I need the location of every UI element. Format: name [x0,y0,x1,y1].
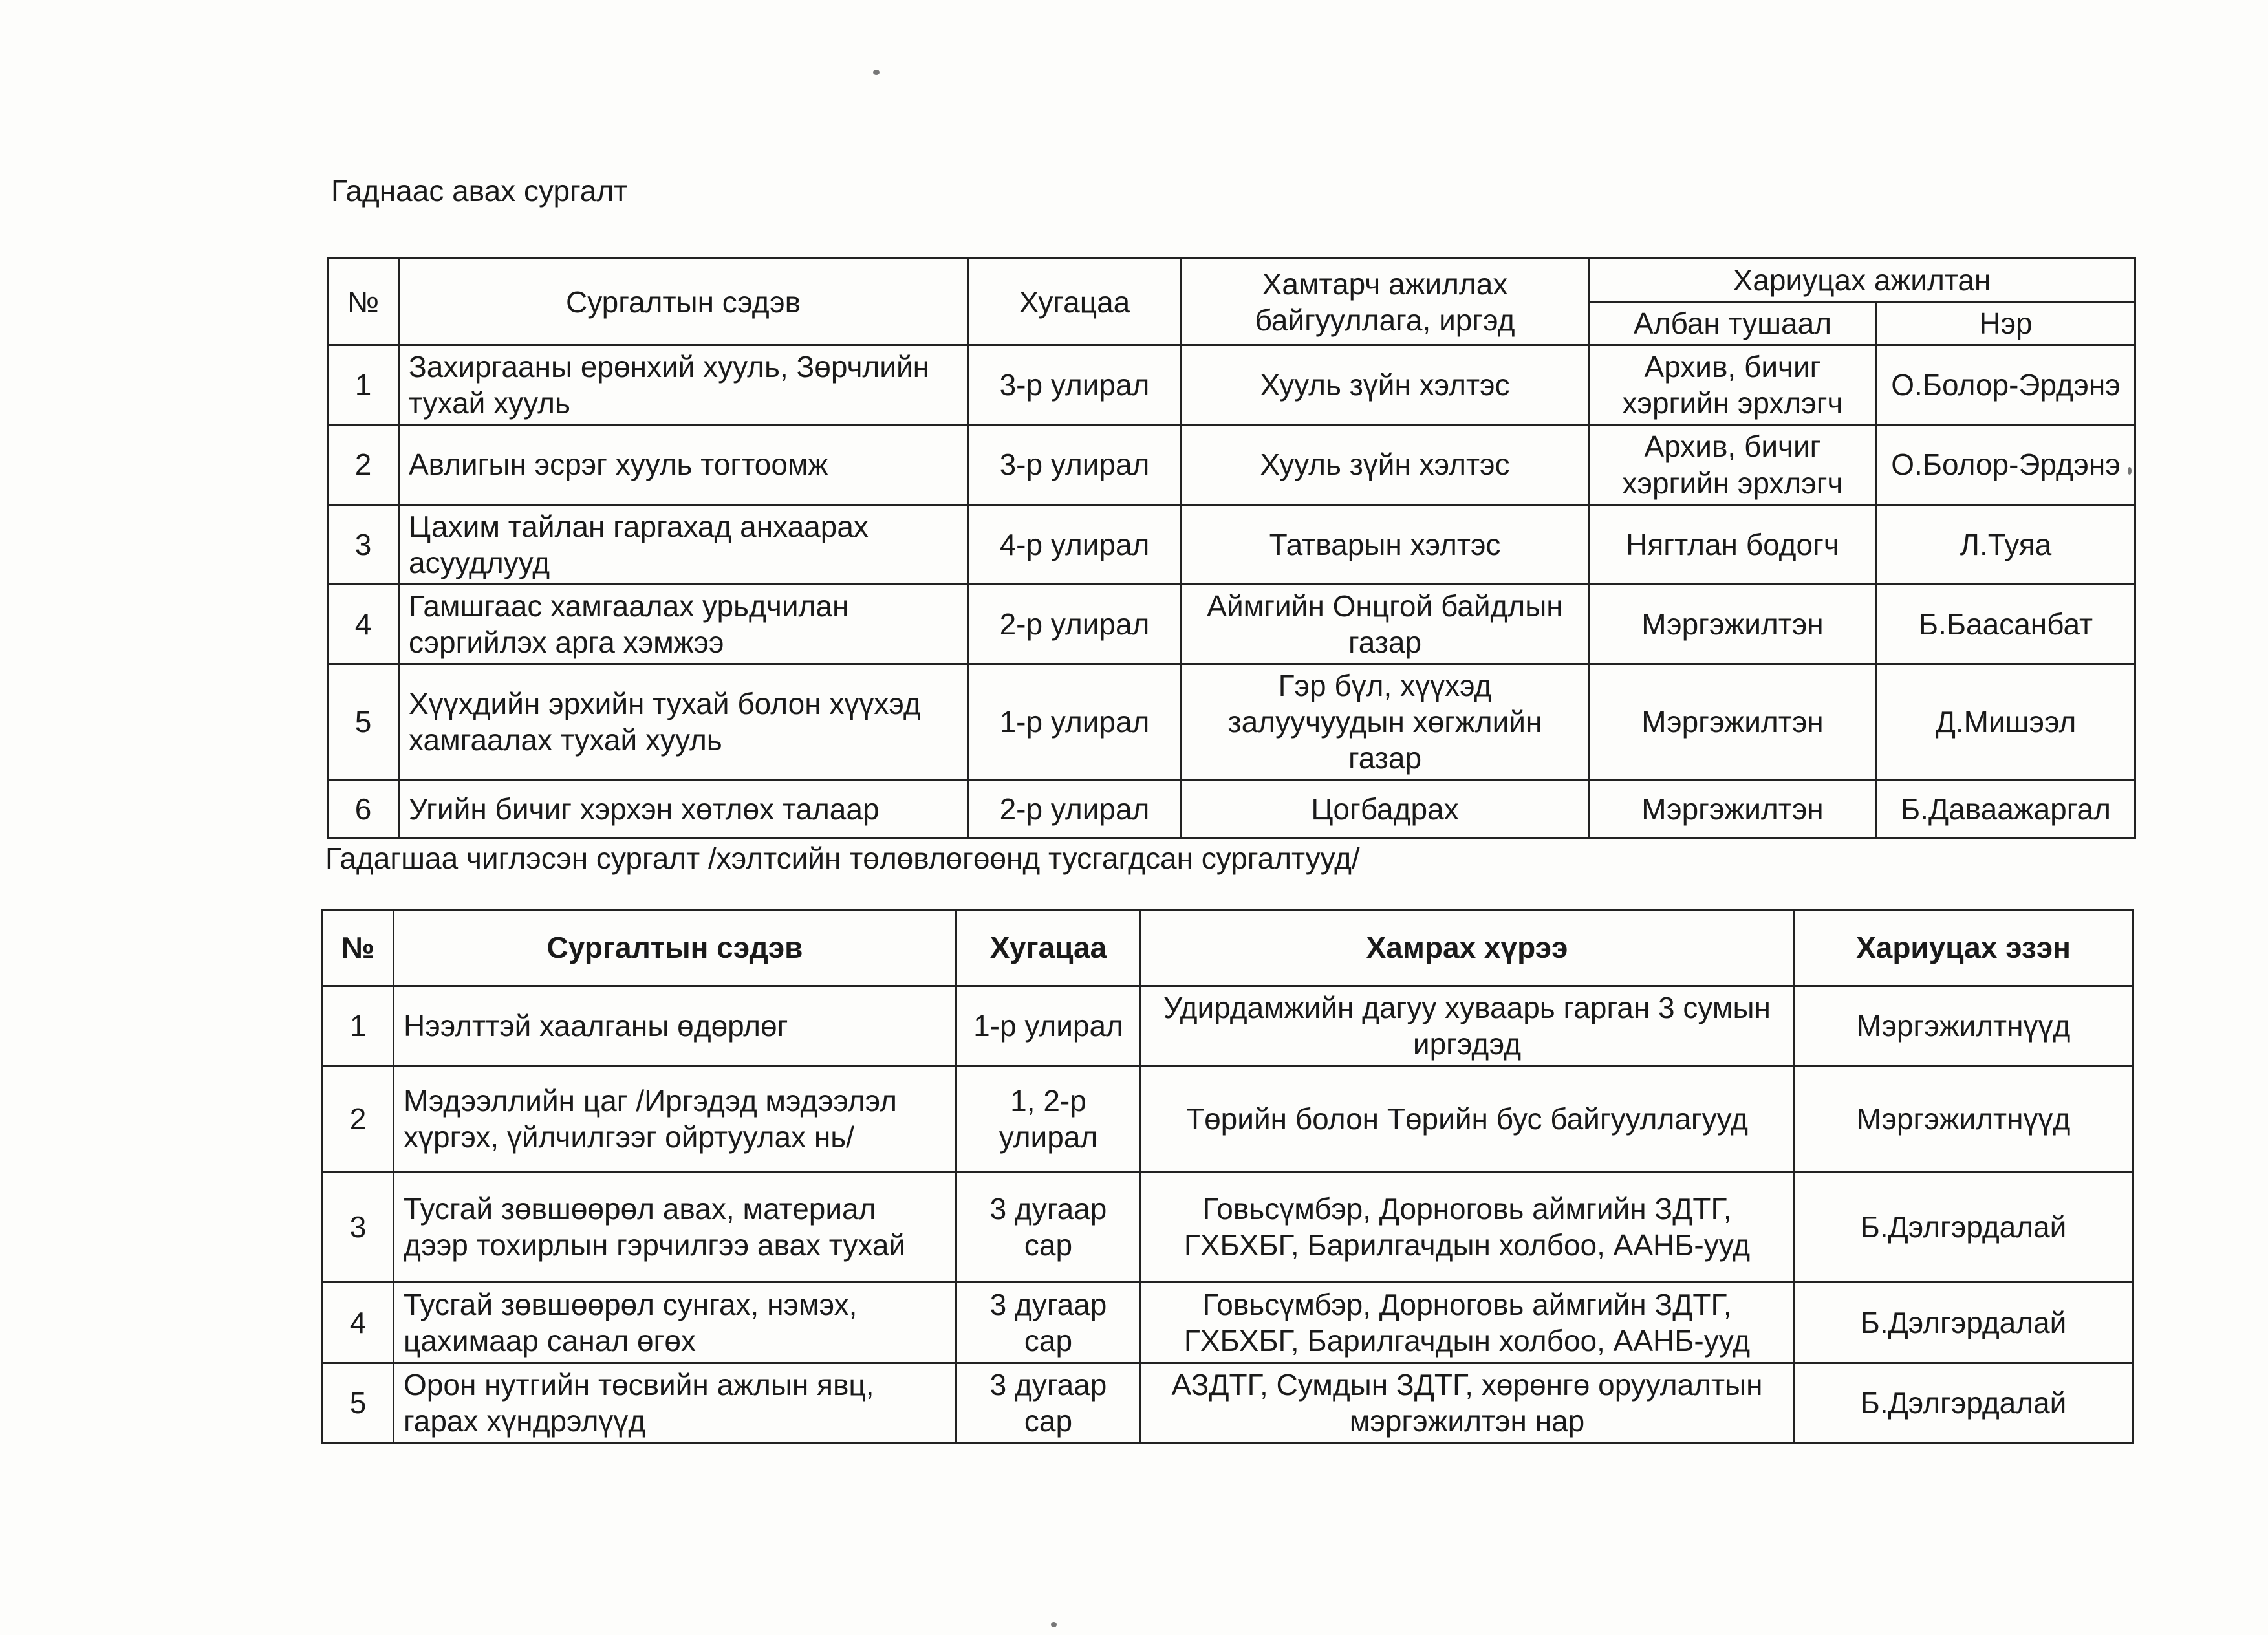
table-row [323,1066,2133,1172]
cell-name: О.Болор-Эрдэнэ [1877,425,2135,504]
cell-name: Л.Туяа [1877,504,2135,584]
col-header-scope: Хамрах хүрээ [1141,910,1794,986]
cell-scope: АЗДТГ, Сумдын ЗДТГ, хөрөнгө оруулалтын мэргэжилтэн нар [1141,1363,1794,1443]
cell-num: 1 [323,986,394,1066]
cell-period: 4-р улирал [968,504,1182,584]
cell-topic: Угийн бичиг хэрхэн хөтлөх талаар [399,780,968,838]
cell-num: 4 [328,584,399,664]
cell-topic: Тусгай зөвшөөрөл сунгах, нэмэх, цахимаар санал өгөх [394,1282,956,1363]
cell-topic: Авлигын эсрэг хууль тогтоомж [399,425,968,504]
cell-partner: Цогбадрах [1182,780,1589,838]
section2-title: Гадагшаа чиглэсэн сургалт /хэлтсийн төлөвлөгөөнд тусгагдсан сургалтууд/ [325,841,1360,875]
cell-topic: Гамшгаас хамгаалах урьдчилан сэргийлэх арга хэмжээ [399,584,968,664]
col-header-partner: Хамтарч ажиллах байгууллага, иргэд [1182,259,1589,345]
cell-period: 3-р улирал [968,425,1182,504]
cell-name: О.Болор-Эрдэнэ [1877,345,2135,425]
table-row [328,425,2135,504]
table-row [328,664,2135,780]
col-header-period: Хугацаа [956,910,1141,986]
table-row [323,1172,2133,1282]
cell-period: 3 дугаар сар [956,1172,1141,1282]
cell-scope: Говьсүмбэр, Дорноговь аймгийн ЗДТГ, ГХБХБГ, Барилгачдын холбоо, ААНБ-ууд [1141,1282,1794,1363]
cell-scope: Төрийн болон Төрийн бус байгууллагууд [1141,1066,1794,1172]
cell-period: 1-р улирал [968,664,1182,780]
scan-speck [1051,1622,1057,1627]
table-row [323,986,2133,1066]
cell-owner: Б.Дэлгэрдалай [1794,1363,2133,1443]
cell-num: 4 [323,1282,394,1363]
col-header-topic: Сургалтын сэдэв [399,259,968,345]
table-row [328,504,2135,584]
cell-position: Архив, бичиг хэргийн эрхлэгч [1589,345,1877,425]
cell-num: 3 [328,504,399,584]
section1-title: Гаднаас авах сургалт [331,174,628,208]
cell-position: Мэргэжилтэн [1589,780,1877,838]
cell-period: 1, 2-р улирал [956,1066,1141,1172]
col-header-num: № [323,910,394,986]
scan-speck [873,70,880,75]
cell-topic: Тусгай зөвшөөрөл авах, материал дээр тохирлын гэрчилгээ авах тухай [394,1172,956,1282]
cell-num: 6 [328,780,399,838]
cell-scope: Удирдамжийн дагуу хуваарь гарган 3 сумын иргэдэд [1141,986,1794,1066]
cell-num: 2 [323,1066,394,1172]
cell-owner: Мэргэжилтнүүд [1794,986,2133,1066]
cell-num: 1 [328,345,399,425]
cell-topic: Мэдээллийн цаг /Иргэдэд мэдээлэл хүргэх, үйлчилгээг ойртуулах нь/ [394,1066,956,1172]
cell-num: 5 [323,1363,394,1443]
cell-partner: Хууль зүйн хэлтэс [1182,425,1589,504]
col-header-responsible: Хариуцах ажилтан [1589,259,2135,302]
external-training-table [327,257,2136,839]
cell-partner: Гэр бүл, хүүхэд залуучуудын хөгжлийн газар [1182,664,1589,780]
cell-name: Б.Даваажаргал [1877,780,2135,838]
cell-owner: Б.Дэлгэрдалай [1794,1282,2133,1363]
cell-num: 5 [328,664,399,780]
cell-num: 2 [328,425,399,504]
cell-num: 3 [323,1172,394,1282]
cell-owner: Мэргэжилтнүүд [1794,1066,2133,1172]
cell-position: Нягтлан бодогч [1589,504,1877,584]
col-header-owner: Хариуцах эзэн [1794,910,2133,986]
cell-topic: Нээлттэй хаалганы өдөрлөг [394,986,956,1066]
table-row [323,1282,2133,1363]
cell-partner: Аймгийн Онцгой байдлын газар [1182,584,1589,664]
cell-position: Мэргэжилтэн [1589,584,1877,664]
cell-topic: Орон нутгийн төсвийн ажлын явц, гарах хүндрэлүүд [394,1363,956,1443]
cell-topic: Захиргааны ерөнхий хууль, Зөрчлийн тухай хууль [399,345,968,425]
cell-period: 2-р улирал [968,780,1182,838]
col-header-num: № [328,259,399,345]
cell-partner: Татварын хэлтэс [1182,504,1589,584]
table-row [328,584,2135,664]
col-header-period: Хугацаа [968,259,1182,345]
cell-partner: Хууль зүйн хэлтэс [1182,345,1589,425]
cell-position: Мэргэжилтэн [1589,664,1877,780]
table-row [328,345,2135,425]
cell-period: 1-р улирал [956,986,1141,1066]
cell-owner: Б.Дэлгэрдалай [1794,1172,2133,1282]
cell-topic: Хүүхдийн эрхийн тухай болон хүүхэд хамгаалах тухай хууль [399,664,968,780]
cell-period: 3 дугаар сар [956,1363,1141,1443]
cell-name: Д.Мишээл [1877,664,2135,780]
cell-position: Архив, бичиг хэргийн эрхлэгч [1589,425,1877,504]
outreach-training-table [321,909,2134,1444]
cell-topic: Цахим тайлан гаргахад анхаарах асуудлууд [399,504,968,584]
cell-period: 3 дугаар сар [956,1282,1141,1363]
cell-period: 3-р улирал [968,345,1182,425]
table-row [328,780,2135,838]
table-row [323,1363,2133,1443]
cell-scope: Говьсүмбэр, Дорноговь аймгийн ЗДТГ, ГХБХБГ, Барилгачдын холбоо, ААНБ-ууд [1141,1172,1794,1282]
cell-name: Б.Баасанбат [1877,584,2135,664]
col-header-topic: Сургалтын сэдэв [394,910,956,986]
cell-period: 2-р улирал [968,584,1182,664]
col-header-position: Албан тушаал [1589,302,1877,345]
col-header-name: Нэр [1877,302,2135,345]
